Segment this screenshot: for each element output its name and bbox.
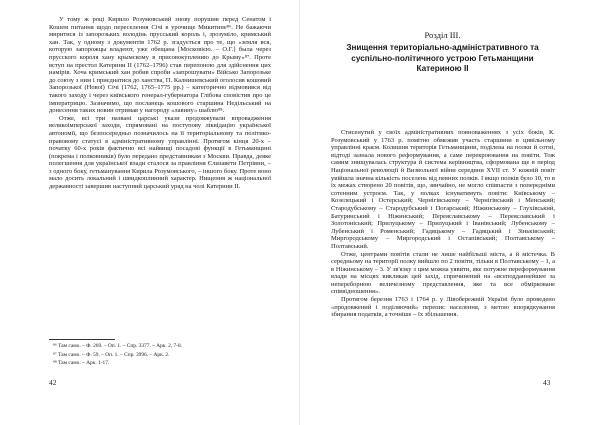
paragraph: Отже, центрами повітів стали не лише найбільші міста, а й містечка. В середньому на території полку вийшло по 2 повіти, тільки в Полтавському – 1, а в Ніжинському – 3. У зв'язку з цим можна уявити, яке потужне переформування влади на місцях викликав цей захід, спричинений на «всеподданнейшее за непереборною величезному представлення, яке та все обмірковане співвідношення». <box>331 250 555 296</box>
paragraph: Протягом березня 1763 і 1764 р. у Лівобережній Україні було проведено «продовжений і поділяючий» перепис населення, з метою впорядкування збирання податків, а точніше – їх збільшення. <box>331 296 555 319</box>
page-number-left: 42 <box>49 378 57 387</box>
paragraph: У тому ж році Кирило Розумовський знову порушив перед Сенатом і Кошем питання щодо переселення Січі в урочище Микитине⁸⁶. Не бажаючи миритися із запорозьких володінь прусський король і, зрозуміло, кримський хан. Так, у одному з документів 1762 р. згадується про те, що «земля вся, которую запорожцы владеют, уже обещана [Московією. – О.Г.] была через прусского короля хану крымскому в присовокуплению до Крыму»⁸⁷. Проте вступ на престол Катерини II (1762–1796) став перепоною для здійснення цих намірів. Хоча кримський хан робив спроби «запрошувати» Військо Запорозьке до союзу з ним і приєднатися до ханства, П. Калнишевський оголосив кошовий Запорозької (Нової) Січі (1762, 1765–1775 рр.) – категорично відмовився від такого заходу і через київського генерал-губернатора Глібова сповістив про це імператрицю. Зазначимо, що посланець кошового старшина Недільський на донесення таких новин отримав у нагороду «лавину» шаблю⁸⁸. <box>49 16 271 115</box>
footnote: ⁸⁷ Там само. – Ф. 59. – Оп. 1. – Спр. 3996. – Арк. 2. <box>53 351 170 358</box>
footnote: ⁸⁸ Там само. – Арк. 1-17. <box>53 360 110 367</box>
footnote-divider <box>49 339 115 340</box>
footnote: ⁸⁶ Там само. – Ф. 269. – Оп. 1. – Спр. 3377. – Арк. 2, 7-8. <box>53 343 183 349</box>
right-page-body <box>331 129 555 319</box>
paragraph: Стисенутий у своїх адміністративних повноваженнях з усіх боків, К. Розумовський у 1763 р. помітно обмежив участь старшини в цивільному управлінні краєм. Колишня територія Гетьманщини, поділена на полки й сотні, відтоді зазнала нового реформування, а саме перекроювання на повіти. Тож самим знищувалась структура й система керівництва, сформована ще в період Національної революції й Визвольної війни середини XVII ст. У кожній повіт увійшла значна кількість поселень від певних полків. І якщо полків було 10, то в їх межах створено 20 повітів, що, звичайно, не могло співпасти з попередніми сотенним устроєм. Так, у полках існуватимуть повіти: Київському – Козелецький і Остерський; Чернігівському – Чернігівський і Менський; Стародубському – Стародубський і Погарський; Ніжинському – Глухівський, Батуринський і Ніжинський; Переяславському – Переяславський і Золотоніський; Прилуцькому – Прилуцький і Іванівський; Лубенському – Лубенський і Роменський; Гадяцькому – Гадяцький і Зіньківський; Миргородському – Миргородський і Остапівський; Полтавському – Полтавський. <box>331 129 555 250</box>
footnotes <box>53 342 253 368</box>
left-page-body <box>49 16 271 191</box>
page-number-right: 43 <box>543 378 551 387</box>
paragraph: Отже, всі три названі царські укази продовжували впровадження великоімперської заходи, спрямовані на поступову ліквідацію української автономії, що безпосередньо позначилось на її територіальному та політико-правовому статусі в адміністративному управлінні. Протягом кінця 20-х – початку 60-х років фактично всі найвищі посадові функції в Гетьманщині (покрема і полковників) було передано представникам з Москви. Правда, деяке полегшення для української влади сталося за правління Єлизавети Петрівни, – з одного боку, гетьманування Кирила Розумовського, – іншого боку. Проте воно мало досить локальний і швидкоплинний характер. Нищення ж національної державності завершив наступний царський уряд на чолі Катерини II. <box>49 114 271 191</box>
chapter-title: Знищення територіально-адміністративного та суспільно-політичного устрою Гетьманщини Катериною II <box>346 43 539 74</box>
chapter-label: Розділ ІІІ. <box>424 30 461 40</box>
